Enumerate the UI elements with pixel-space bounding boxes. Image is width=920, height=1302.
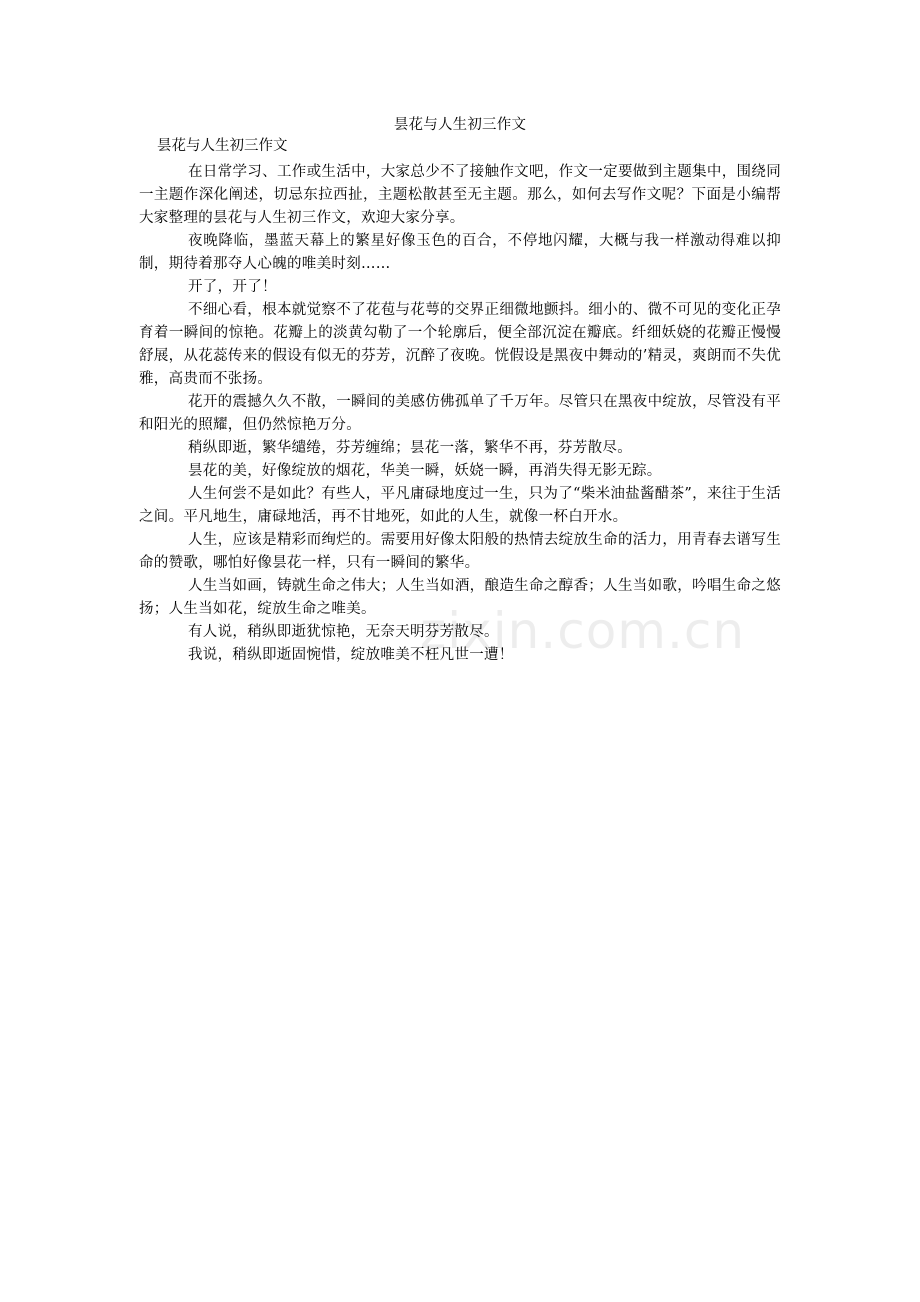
paragraph: 昙花的美，好像绽放的烟花，华美一瞬，妖娆一瞬，再消失得无影无踪。 (188, 463, 662, 479)
paragraph: 夜晚降临，墨蓝天幕上的繁星好像玉色的百合，不停地闪耀，大概与我一样激动得难以抑制，期待着那夺人心魄的唯美时刻…… (139, 233, 781, 272)
paragraph: 人生何尝不是如此？有些人，平凡庸碌地度过一生，只为了“柴米油盐酱醋茶”，来往于生活之间。平凡地生，庸碌地活，再不甘地死，如此的人生，就像一杯白开水。 (139, 486, 781, 525)
document-title: 昙花与人生初三作文 (393, 117, 527, 133)
paragraph: 在日常学习、工作或生活中，大家总少不了接触作文吧，作文一定要做到主题集中，围绕同一主题作深化阐述，切忌东拉西扯，主题松散甚至无主题。那么，如何去写作文呢？下面是小编帮大家整理的昙花与人生初三作文，欢迎大家分享。 (139, 164, 781, 226)
document-body (139, 161, 781, 667)
paragraph: 开了，开了！ (188, 279, 277, 295)
paragraph: 稍纵即逝，繁华缱绻，芬芳缠绵；昙花一落，繁华不再，芬芳散尽。 (188, 440, 632, 456)
watermark: zixin.com.cn (420, 602, 746, 660)
paragraph: 有人说，稍纵即逝犹惊艳，无奈天明芬芳散尽。 (188, 624, 499, 640)
paragraph: 不细心看，根本就觉察不了花苞与花萼的交界正细微地颤抖。细小的、微不可见的变化正孕育着一瞬间的惊艳。花瓣上的淡黄勾勒了一个轮廓后，便全部沉淀在瓣底。纤细妖娆的花瓣正慢慢舒展，从花蕊传来的假设有似无的芬芳，沉醉了夜晚。恍假设是黑夜中舞动的’精灵，爽朗而不失优雅，高贵而不张扬。 (139, 302, 781, 387)
document-subtitle: 昙花与人生初三作文 (157, 138, 288, 154)
paragraph: 我说，稍纵即逝固惋惜，绽放唯美不枉凡世一遭！ (188, 647, 514, 663)
paragraph: 人生，应该是精彩而绚烂的。需要用好像太阳般的热情去绽放生命的活力，用青春去谱写生命的赞歌，哪怕好像昙花一样，只有一瞬间的繁华。 (139, 532, 781, 571)
paragraph: 花开的震撼久久不散，一瞬间的美感仿佛孤单了千万年。尽管只在黑夜中绽放，尽管没有平和阳光的照耀，但仍然惊艳万分。 (139, 394, 781, 433)
paragraph: 人生当如画，铸就生命之伟大；人生当如酒，酿造生命之醇香；人生当如歌，吟唱生命之悠扬；人生当如花，绽放生命之唯美。 (139, 578, 781, 617)
